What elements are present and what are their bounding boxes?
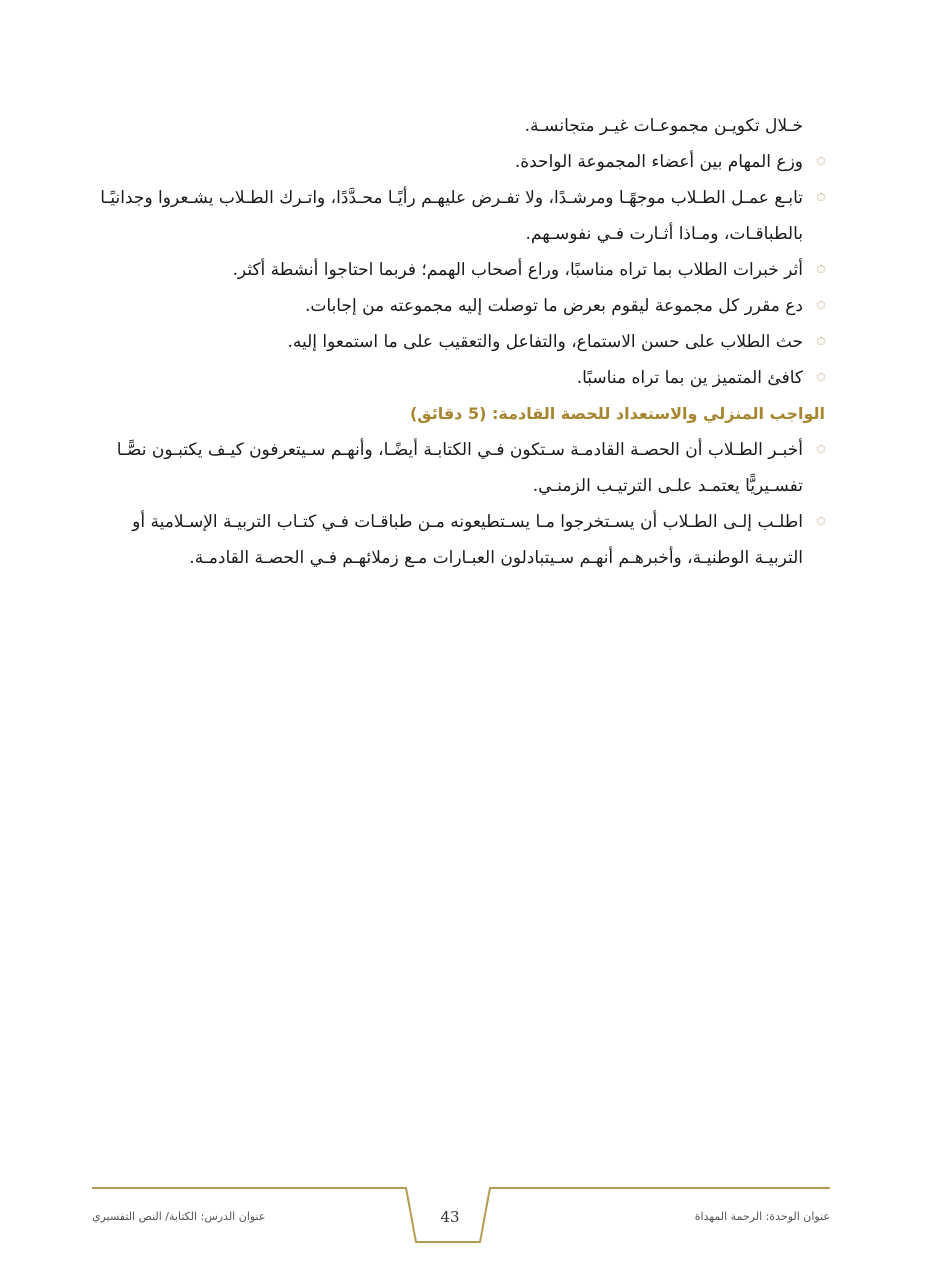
bullet-icon [817,337,825,345]
list-item [88,324,803,360]
list-item [88,252,803,288]
footer-lesson-title: عنوان الدرس: الكتابة/ النص التفسيري [92,1210,266,1223]
list-item-text: تابـع عمـل الطـلاب موجهًـا ومرشـدًا، ولا تفـرض عليهـم رأيًـا محـدَّدًا، واتـرك الطـلاب يشـعروا وجدانيًـا بالطباقـات، ومـاذا أثـارت فـي نفوسـهم. [100,188,803,244]
instruction-list-1 [88,144,803,396]
list-item-text: اطلـب إلـى الطـلاب أن يسـتخرجوا مـا يسـتطيعونه مـن طباقـات فـي كتـاب التربيـة الإسـلامية أو التربيـة الوطنيـة، وأخبرهـم أنهـم سـيتبادلون العبـارات مـع زملائهـم فـي الحصـة القادمـة. [132,512,803,568]
list-item [88,504,803,576]
list-item-text: دع مقرر كل مجموعة ليقوم بعرض ما توصلت إليه مجموعته من إجابات. [304,296,803,316]
list-item [88,432,803,504]
bullet-icon [817,193,825,201]
continuation-text: خـلال تكويـن مجموعـات غيـر متجانسـة. [524,116,803,136]
footer-unit-title: عنوان الوحدة: الرحمة المهداة [694,1210,830,1223]
list-item [88,360,803,396]
bullet-icon [817,517,825,525]
bullet-icon [817,157,825,165]
list-item [88,144,803,180]
bullet-icon [817,301,825,309]
list-item-text: أخبـر الطـلاب أن الحصـة القادمـة سـتكون فـي الكتابـة أيضًـا، وأنهـم سـيتعرفون كيـف يكتبـون نصًّـا تفسـيريًّا يعتمـد علـى الترتيـب الزمنـي. [116,440,803,496]
bullet-icon [817,373,825,381]
list-item-text: حث الطلاب على حسن الاستماع، والتفاعل والتعقيب على ما استمعوا إليه. [287,332,803,352]
lesson-content [88,108,825,576]
page-number: 43 [440,1208,460,1226]
bullet-icon [817,265,825,273]
list-item-text: كافئ المتميز ين بما تراه مناسبًا. [576,368,803,388]
instruction-list-2 [88,432,803,576]
list-item-text: وزع المهام بين أعضاء المجموعة الواحدة. [514,152,803,172]
list-item-text: أثر خبرات الطلاب بما تراه مناسبًا، وراع أصحاب الهمم؛ فربما احتاجوا أنشطة أكثر. [232,260,803,280]
bullet-icon [817,445,825,453]
list-item [88,180,803,252]
section-heading-homework: الواجب المنزلي والاستعداد للحصة القادمة: (5 دقائق) [409,404,825,423]
list-item [88,288,803,324]
